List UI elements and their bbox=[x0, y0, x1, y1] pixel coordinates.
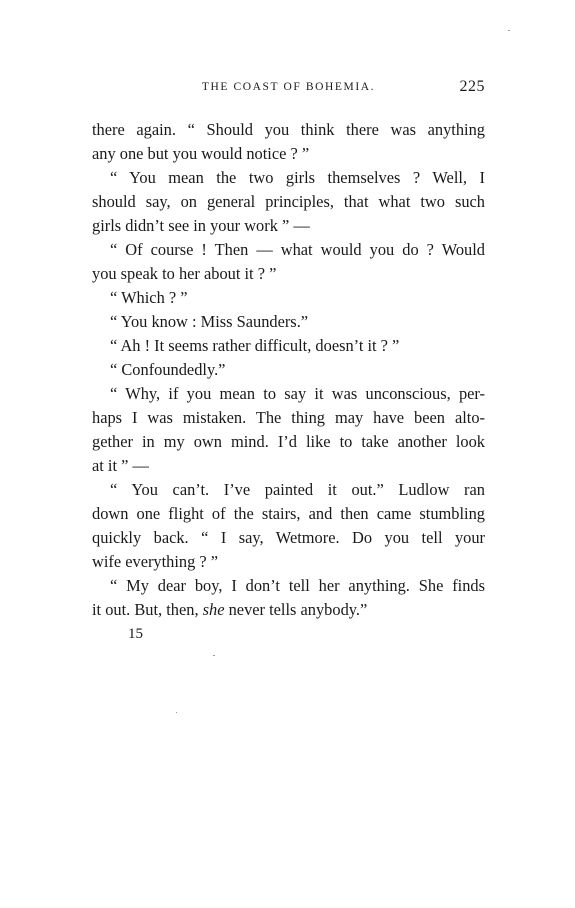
emphasis-text: she bbox=[202, 600, 225, 619]
text-line: should say, on general principles, that what two such bbox=[92, 192, 485, 211]
running-title: THE COAST OF BOHEMIA. bbox=[201, 81, 376, 93]
page-number: 225 bbox=[459, 78, 485, 95]
text-line: “ Of course ! Then — what would you do ? Would bbox=[110, 240, 485, 259]
text-line: “ Ah ! It seems rather difficult, doesn’t it ? ” bbox=[110, 336, 400, 355]
body-text bbox=[92, 118, 485, 622]
text-line bbox=[92, 598, 485, 622]
text-line: “ Which ? ” bbox=[110, 288, 188, 307]
paper-speck bbox=[176, 712, 177, 713]
text-segment: it out. But, then, bbox=[92, 600, 203, 619]
text-line: you speak to her about it ? ” bbox=[92, 264, 277, 283]
text-line: quickly back. “ I say, Wetmore. Do you tell your bbox=[92, 528, 485, 547]
signature-mark: 15 bbox=[128, 626, 143, 642]
running-head bbox=[92, 78, 485, 98]
text-line: down one flight of the stairs, and then came stumbling bbox=[92, 504, 485, 523]
paper-speck bbox=[213, 655, 215, 656]
text-line: any one but you would notice ? ” bbox=[92, 144, 310, 163]
text-line: gether in my own mind. I’d like to take another look bbox=[92, 432, 485, 451]
text-line: “ My dear boy, I don’t tell her anything. She finds bbox=[110, 576, 485, 595]
text-line: “ Confoundedly.” bbox=[110, 360, 226, 379]
text-segment: never tells anybody.” bbox=[224, 600, 368, 619]
text-line: girls didn’t see in your work ” — bbox=[92, 216, 310, 235]
text-line: wife everything ? ” bbox=[92, 552, 219, 571]
text-line: “ You mean the two girls themselves ? Well, I bbox=[110, 168, 485, 187]
text-line: “ Why, if you mean to say it was unconscious, per- bbox=[110, 384, 485, 403]
text-line: “ You know : Miss Saunders.” bbox=[110, 312, 309, 331]
text-line: haps I was mistaken. The thing may have been alto- bbox=[92, 408, 485, 427]
text-line: “ You can’t. I’ve painted it out.” Ludlow ran bbox=[110, 480, 485, 499]
text-line: at it ” — bbox=[92, 456, 149, 475]
text-line: there again. “ Should you think there was anything bbox=[92, 120, 485, 139]
paper-speck bbox=[508, 30, 510, 31]
